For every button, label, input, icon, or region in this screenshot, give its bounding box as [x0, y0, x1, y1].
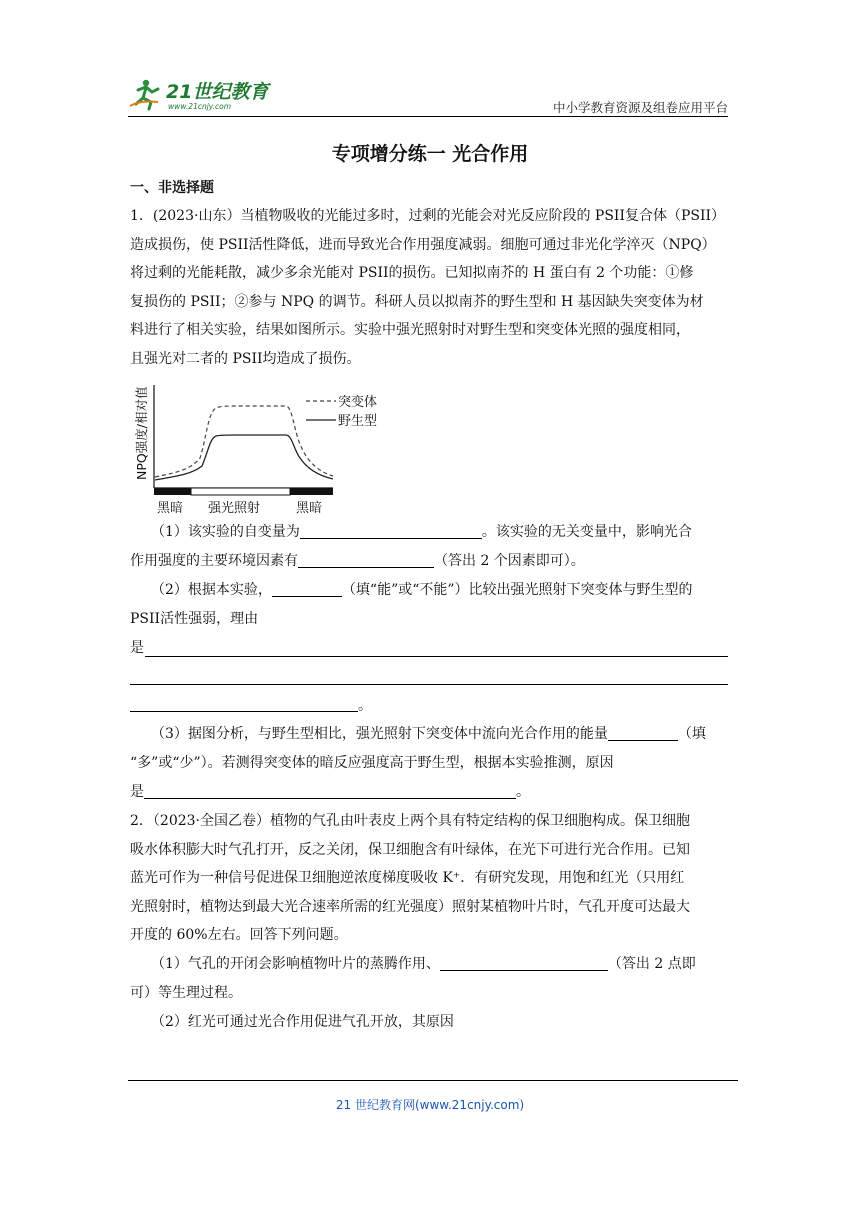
dark-bar-right [290, 488, 333, 495]
q1-sub2-line1 [151, 576, 693, 605]
page-title: 专项增分练一 光合作用 [331, 143, 529, 165]
q1-line: 料进行了相关实验，结果如图所示。实验中强光照射时对野生型和突变体光照的强度相同， [130, 322, 690, 338]
q1-sub2-text-b: （填“能”或“不能”）比较出强光照射下突变体与野生型的 [341, 582, 693, 598]
q2-line: 吸水体积膨大时气孔打开，反之关闭，保卫细胞含有叶绿体，在光下可进行光合作用。已知 [130, 841, 690, 858]
q1-sub3-text-a: （3）据图分析，与野生型相比，强光照射下突变体中流向光合作用的能量 [151, 726, 608, 742]
section-heading: 一、非选择题 [130, 180, 214, 196]
q2-sub1-line1 [151, 950, 696, 979]
platform-name: 中小学教育资源及组卷应用平台 [552, 100, 728, 115]
q1-sub3-text-c: “多”或“少”）。若测得突变体的暗反应强度高于野生型，根据本实验推测，原因 [130, 755, 614, 771]
page-header [128, 70, 728, 118]
answer-line[interactable] [145, 656, 728, 657]
answer-blank[interactable] [272, 580, 342, 597]
x-label-dark-2: 黑暗 [296, 501, 323, 516]
logo-text: 21世纪教育 [166, 81, 269, 103]
q1-sub1-line1 [151, 518, 692, 547]
answer-blank[interactable] [298, 551, 434, 568]
dark-bar-left [154, 488, 191, 495]
q2-line: 光照射时，植物达到最大光合速率所需的红光强度）照射某植物叶片时，气孔开度可达最大 [130, 898, 690, 915]
runner-icon [130, 80, 158, 109]
q2-line: 2．（2023·全国乙卷）植物的气孔由叶表皮上两个具有特定结构的保卫细胞构成。保卫细胞 [130, 813, 690, 829]
npq-chart [128, 380, 390, 516]
x-label-strong-light: 强光照射 [208, 501, 261, 516]
q1-sub2-text-c: PSII活性强弱，理由 [130, 611, 259, 627]
q2-paragraph [130, 807, 690, 950]
q2-sub1-text-c: 可）等生理过程。 [130, 985, 242, 1001]
answer-line[interactable] [130, 684, 728, 685]
answer-blank[interactable] [300, 522, 482, 539]
legend-mutant: 突变体 [338, 395, 378, 410]
answer-line[interactable] [130, 711, 358, 712]
q1-sub3-end: 。 [516, 784, 530, 800]
q1-sub1-text-c: 作用强度的主要环境因素有 [130, 553, 298, 569]
q2-sub2-text: （2）红光可通过光合作用促进气孔开放，其原因 [151, 1014, 454, 1030]
q1-paragraph [130, 202, 725, 373]
q1-sub1-text-d: （答出 2 个因素即可）。 [434, 553, 585, 569]
legend-wildtype: 野生型 [338, 414, 378, 429]
q2-sub1-text-a: （1）气孔的开闭会影响植物叶片的蒸腾作用、 [151, 956, 440, 972]
q1-line: 将过剩的光能耗散，减少多余光能对 PSII的损伤。已知拟南芥的 H 蛋白有 2 个功能：①修 [130, 265, 694, 281]
chart-ylabel: NPQ强度/相对值 [134, 386, 149, 480]
q1-sub3-text-d: 是 [130, 784, 144, 800]
q1-sub3-line1 [151, 720, 706, 749]
series-wildtype-line [155, 435, 333, 480]
q2-sub1-text-b: （答出 2 点即 [607, 956, 696, 972]
footer-rule [128, 1080, 738, 1081]
site-logo [128, 76, 288, 112]
q1-sub2-text-a: （2）根据本实验， [151, 582, 272, 598]
q1-sub2-text-d: 是 [130, 640, 144, 656]
answer-blank[interactable] [144, 782, 516, 799]
q1-sub3-line3 [130, 778, 530, 807]
q1-sub2-end: 。 [358, 698, 372, 714]
q1-line: 且强光对二者的 PSII均造成了损伤。 [130, 350, 361, 367]
answer-blank[interactable] [608, 724, 678, 741]
q1-line: 复损伤的 PSII；②参与 NPQ 的调节。科研人员以拟南芥的野生型和 H 基因缺失突变体为材 [130, 293, 704, 310]
q1-sub1-text-b: 。该实验的无关变量中，影响光合 [481, 524, 692, 540]
q1-sub1-text-a: （1）该实验的自变量为 [151, 524, 300, 540]
q1-line: 1．(2023·山东）当植物吸收的光能过多时，过剩的光能会对光反应阶段的 PSII复合体（PSII） [130, 208, 726, 224]
q2-line: 蓝光可作为一种信号促进保卫细胞逆浓度梯度吸收 K⁺．有研究发现，用饱和红光（只用红 [130, 870, 685, 886]
footer-link[interactable]: 21 世纪教育网(www.21cnjy.com) [335, 1098, 525, 1112]
q1-line: 造成损伤，使 PSII活性降低，进而导致光合作用强度减弱。细胞可通过非光化学淬灭（NPQ） [130, 236, 716, 253]
q1-sub1-line2 [130, 547, 585, 576]
x-label-dark-1: 黑暗 [157, 501, 184, 516]
q1-sub3-text-b: （填 [677, 726, 706, 742]
logo-url: www.21cnjy.com [168, 102, 232, 111]
header-rule [128, 116, 728, 117]
light-bar [191, 488, 290, 495]
answer-blank[interactable] [440, 954, 608, 971]
q2-line: 开度的 60%左右。回答下列问题。 [130, 927, 348, 943]
